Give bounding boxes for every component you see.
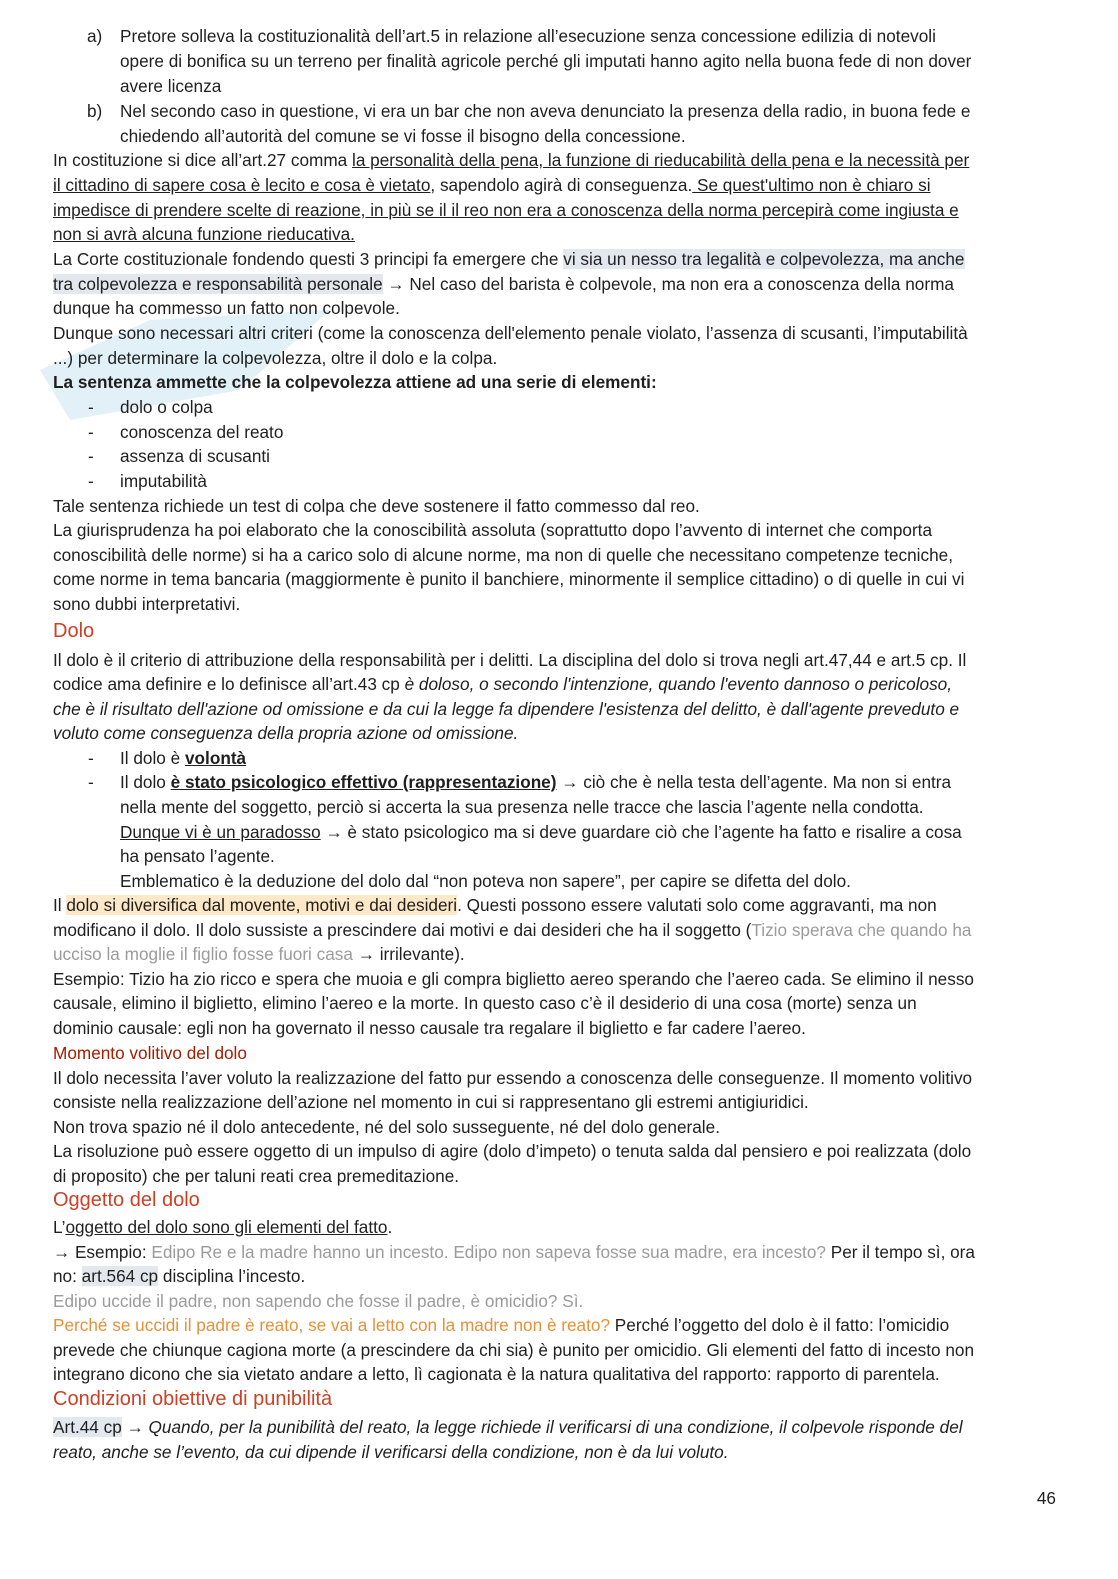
text-line: non si avrà alcuna funzione rieducativa. [53, 224, 355, 244]
text-line: → Esempio: Edipo Re e la madre hanno un incesto. Edipo non sapeva fosse sua madre, era incesto? Per il tempo sì, ora [53, 1242, 975, 1262]
highlighted-text: Art.44 cp [53, 1417, 122, 1437]
text-line: Non trova spazio né il dolo antecedente, né del solo susseguente, né del dolo generale. [53, 1117, 720, 1137]
text-line: ...) per determinare la colpevolezza, oltre il dolo e la colpa. [53, 348, 498, 368]
text-line: Esempio: Tizio ha zio ricco e spera che muoia e gli compra biglietto aereo sperando che l’aereo cada. Se elimino il nesso [53, 969, 974, 989]
orange-text: Perché se uccidi il padre è reato, se vai a letto con la madre non è reato? [53, 1315, 611, 1335]
bullet-dash: - [88, 471, 94, 491]
text-line: In costituzione si dice all’art.27 comma la personalità della pena, la funzione di rieducabilità della pena e la necessità per [53, 150, 970, 170]
text-line: Art.44 cp → Quando, per la punibilità del reato, la legge richiede il verificarsi di una condizione, il colpevole risponde del [53, 1417, 963, 1437]
text-line: il cittadino di sapere cosa è lecito e cosa è vietato, sapendolo agirà di conseguenza. Se quest'ultimo non è chiaro si [53, 175, 931, 195]
italic-line: che è il risultato dell'azione od omissione e da cui la legge fa dipendere l'esistenza del delitto, è dall'agente preveduto e [53, 699, 960, 719]
italic-text: Quando, per la punibilità del reato, la legge richiede il verificarsi di una condizione, il colpevole risponde del [148, 1417, 963, 1437]
text-line: La Corte costituzionale fondendo questi 3 principi fa emergere che vi sia un nesso tra legalità e colpevolezza, ma anche [53, 249, 965, 269]
list-item: imputabilità [120, 471, 207, 491]
text-line: La giurisprudenza ha poi elaborato che la conoscibilità assoluta (soprattutto dopo l’avvento di internet che comporta [53, 520, 933, 540]
bullet-dash: - [88, 748, 94, 768]
text-line: Nel secondo caso in questione, vi era un bar che non aveva denunciato la presenza della radio, in buona fede e [120, 101, 971, 121]
text-line: consiste nella realizzazione dell’azione nel momento in cui si rappresentano gli estremi antigiuridici. [53, 1092, 809, 1112]
text-line: opere di bonifica su un terreno per finalità agricole perché gli imputati hanno agito nella buona fede di non dover [120, 51, 972, 71]
list-label-a: a) [87, 26, 103, 46]
text-line: Tale sentenza richiede un test di colpa che deve sostenere il fatto commesso dal reo. [53, 496, 700, 516]
gray-text: ucciso la moglie il figlio fosse fuori casa [53, 944, 353, 964]
highlighted-text: art.564 cp [81, 1266, 159, 1286]
text-line: ha pensato l’agente. [120, 846, 275, 866]
list-item: Il dolo è volontà [120, 748, 247, 768]
text-line: nella mente del soggetto, perciò si accerta la sua presenza nelle tracce che lascia l’agente nella condotta. [120, 797, 924, 817]
text-line: Il dolo necessita l’aver voluto la realizzazione del fatto pur essendo a conoscenza delle conseguenze. Il momento volitivo [53, 1068, 973, 1088]
underlined-text: oggetto del dolo sono gli elementi del fatto [65, 1217, 388, 1237]
list-item: conoscenza del reato [120, 422, 284, 442]
italic-line: reato, anche se l’evento, da cui dipende il verificarsi della condizione, non è da lui voluto. [53, 1442, 729, 1462]
list-label-b: b) [87, 101, 103, 121]
text-line: Pretore solleva la costituzionalità dell’art.5 in relazione all’esecuzione senza concessione edilizia di notevoli [120, 26, 936, 46]
text-line: tra colpevolezza e responsabilità personale → Nel caso del barista è colpevole, ma non era a conoscenza della norma [53, 274, 954, 294]
text-line: avere licenza [120, 76, 222, 96]
bullet-dash: - [88, 397, 94, 417]
text-line: modificano il dolo. Il dolo sussiste a prescindere dai motivi e dai desideri che ha il soggetto (Tizio sperava che quando ha [53, 920, 972, 940]
text-line: di proposito) che per taluni reati crea premeditazione. [53, 1166, 460, 1186]
italic-line: voluto come conseguenza della propria azione od omissione. [53, 723, 519, 743]
text-line: integrano dicono che sia vietato andare a letto, lì cagionata è la natura qualitativa del rapporto: rapporto di parentela. [53, 1364, 940, 1384]
text-line: dunque ha commesso un fatto non colpevole. [53, 298, 400, 318]
highlighted-text: vi sia un nesso tra legalità e colpevolezza, ma anche [563, 249, 965, 269]
text-line: codice ama definire e lo definisce all’art.43 cp è doloso, o secondo l'intenzione, quando l'evento dannoso o pericoloso, [53, 674, 953, 694]
gray-text: Edipo Re e la madre hanno un incesto. Edipo non sapeva fosse sua madre, era incesto? [151, 1242, 826, 1262]
text-line: prevede che chiunque cagiona morte (a prescindere da chi sia) è punito per omicidio. Gli elementi del fatto di incesto non [53, 1340, 975, 1360]
text-line: Il dolo è il criterio di attribuzione della responsabilità per i delitti. La disciplina del dolo si trova negli art.47,44 e art.5 cp. Il [53, 650, 967, 670]
bullet-dash: - [88, 422, 94, 442]
list-item: assenza di scusanti [120, 446, 270, 466]
bold-underlined-text: è stato psicologico effettivo (rappresentazione) [170, 772, 557, 792]
section-heading-condizioni: Condizioni obiettive di punibilità [53, 1388, 333, 1410]
underlined-text: Se quest'ultimo non è chiaro si [692, 175, 931, 195]
bold-underlined-text: volontà [184, 748, 247, 768]
bullet-dash: - [88, 446, 94, 466]
text-line: La risoluzione può essere oggetto di un impulso di agire (dolo d’impeto) o tenuta salda dal pensiero e poi realizzata (dolo [53, 1141, 972, 1161]
gray-line: Edipo uccide il padre, non sapendo che fosse il padre, è omicidio? Sì. [53, 1291, 584, 1311]
highlighted-text: dolo si diversifica dal movente, motivi e dai desideri [66, 895, 458, 915]
text-line: Emblematico è la deduzione del dolo dal “non poteva non sapere”, per capire se difetta del dolo. [120, 871, 851, 891]
text-line: Dunque sono necessari altri criteri (come la conoscenza dell'elemento penale violato, l’assenza di scusanti, l’imputabilità [53, 323, 968, 343]
text-line: Perché se uccidi il padre è reato, se vai a letto con la madre non è reato? Perché l’oggetto del dolo è il fatto: l’omicidio [53, 1315, 950, 1335]
text-line: causale, elimino il biglietto, elimino l’aereo e la morte. In questo caso c’è il desiderio di una cosa (morte) senza un [53, 993, 917, 1013]
text-line: Il dolo si diversifica dal movente, motivi e dai desideri. Questi possono essere valutati solo come aggravanti, ma non [53, 895, 937, 915]
underlined-text: il cittadino di sapere cosa è lecito e cosa è vietato [53, 175, 431, 195]
text-line: chiedendo all’autorità del comune se vi fosse il bisogno della concessione. [120, 126, 686, 146]
section-heading-oggetto: Oggetto del dolo [53, 1189, 200, 1211]
list-item: Il dolo è stato psicologico effettivo (rappresentazione) → ciò che è nella testa dell’agente. Ma non si entra [120, 772, 952, 792]
text-line: conoscibilità delle norme) si ha a carico solo di alcune norme, ma non di quelle che necessitano competenze tecniche, [53, 545, 953, 565]
text-line: sono dubbi interpretativi. [53, 594, 241, 614]
bullet-dash: - [88, 772, 94, 792]
highlighted-text: tra colpevolezza e responsabilità personale [53, 274, 383, 294]
section-heading-dolo: Dolo [53, 620, 95, 642]
gray-text: Tizio sperava che quando ha [751, 920, 972, 940]
text-line: no: art.564 cp disciplina l’incesto. [53, 1266, 306, 1286]
text-line: come norme in tema bancaria (maggiormente è punito il banchiere, minormente il semplice cittadino) o di quelle in cui vi [53, 569, 965, 589]
text-line: ucciso la moglie il figlio fosse fuori casa → irrilevante). [53, 944, 465, 964]
underlined-text: Dunque vi è un paradosso [120, 822, 321, 842]
underlined-text: la personalità della pena, la funzione di rieducabilità della pena e la necessità per [352, 150, 970, 170]
bold-line: La sentenza ammette che la colpevolezza attiene ad una serie di elementi: [53, 372, 657, 392]
text-line: Dunque vi è un paradosso → è stato psicologico ma si deve guardare ciò che l’agente ha fatto e risalire a cosa [120, 822, 962, 842]
subheading-momento-volitivo: Momento volitivo del dolo [53, 1043, 247, 1063]
list-item: dolo o colpa [120, 397, 213, 417]
text-line: L’oggetto del dolo sono gli elementi del fatto. [53, 1217, 393, 1237]
text-line: impedisce di prendere scelte di reazione, in più se il il reo non era a conoscenza della norma percepirà come ingiusta e [53, 200, 959, 220]
text-line: dominio causale: egli non ha governato il nesso causale tra regalare il biglietto e far cadere l’aereo. [53, 1018, 806, 1038]
page-number: 46 [1036, 1488, 1056, 1508]
italic-text: è doloso, o secondo l'intenzione, quando l'evento dannoso o pericoloso, [404, 674, 953, 694]
